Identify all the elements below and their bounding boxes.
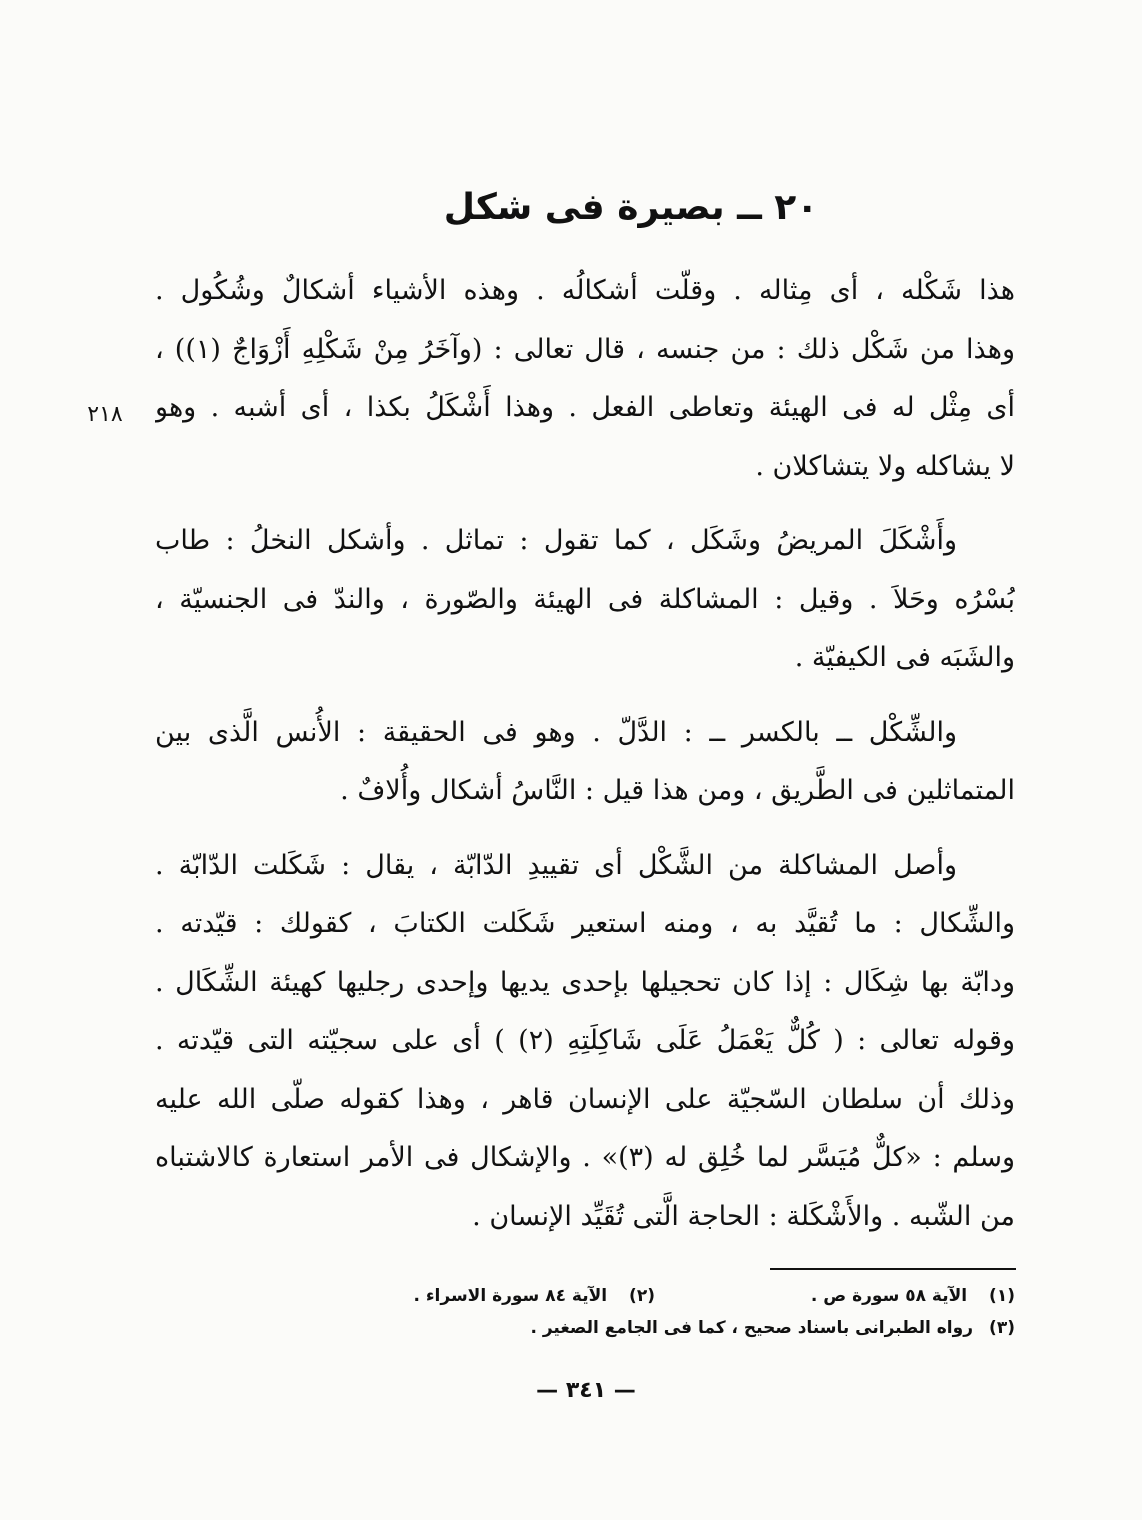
text-line: لا يشاكله ولا يتشاكلان . bbox=[755, 450, 1015, 482]
paragraph-4 bbox=[155, 837, 1015, 1247]
footnote-2 bbox=[295, 1280, 655, 1312]
paragraph-3 bbox=[155, 704, 1015, 821]
text-line: بُسْرُه وحَلاَ . وقيل : المشاكلة فى الهيئة والصّورة ، والندّ فى الجنسيّة ، bbox=[155, 583, 1015, 615]
text-line: من الشّبه . والأَشْكَلة : الحاجة الَّتى تُقَيِّد الإنسان . bbox=[472, 1200, 1015, 1232]
text-line: والشَبَه فى الكيفيّة . bbox=[794, 642, 1015, 673]
footnote-number: (٢) bbox=[629, 1286, 655, 1306]
footnote-text: رواه الطبرانى باسناد صحيح ، كما فى الجامع الصغير . bbox=[530, 1318, 973, 1338]
footnote-text: الآية ٨٤ سورة الاسراء . bbox=[413, 1286, 608, 1306]
text-line: المتماثلين فى الطَّريق ، ومن هذا قيل : النَّاسُ أشكال وأُلافٌ . bbox=[340, 775, 1015, 806]
paragraph-2 bbox=[155, 512, 1015, 688]
footnote-3 bbox=[270, 1312, 1015, 1344]
footnote-1 bbox=[655, 1280, 1015, 1312]
footnote-number: (١) bbox=[989, 1286, 1015, 1306]
body-text bbox=[155, 262, 1015, 1246]
footnote-row bbox=[270, 1280, 1015, 1312]
paragraph-1 bbox=[155, 262, 1015, 496]
footnote-text: الآية ٥٨ سورة ص . bbox=[810, 1286, 968, 1306]
page-number: — ٣٤١ — bbox=[536, 1378, 636, 1403]
text-line: هذا شَكْله ، أى مِثاله . وقلّت أشكالُه . وهذه الأشياء أشكالٌ وشُكُول . bbox=[155, 275, 1015, 306]
margin-page-reference: ٢١٨ bbox=[87, 402, 123, 427]
text-line: وأصل المشاكلة من الشَّكْل أى تقييدِ الدّابّة ، يقال : شَكَلت الدّابّة . bbox=[155, 849, 957, 881]
text-line: وسلم : «كلٌّ مُيَسَّر لما خُلِق له (٣)» . والإشكال فى الأمر استعارة كالاشتباه bbox=[155, 1142, 1015, 1173]
text-line: أى مِثْل له فى الهيئة وتعاطى الفعل . وهذا أَشْكَلُ بكذا ، أى أشبه . وهو bbox=[155, 392, 1015, 423]
text-line: ودابّة بها شِكَال : إذا كان تحجيلها بإحدى يديها وإحدى رجليها كهيئة الشِّكَال . bbox=[155, 966, 1015, 998]
text-line: والشِّكْل ــ بالكسر ــ : الدَّلّ . وهو فى الحقيقة : الأُنس الَّذى بين bbox=[155, 716, 957, 748]
footnote-divider bbox=[770, 1268, 1016, 1270]
text-line: وهذا من شَكْل ذلك : من جنسه ، قال تعالى : (وآخَرُ مِنْ شَكْلِهِ أَزْوَاجٌ (١)) ، bbox=[155, 333, 1015, 365]
text-line: وأَشْكَلَ المريضُ وشَكَل ، كما تقول : تماثل . وأشكل النخلُ : طاب bbox=[155, 525, 957, 556]
text-line: وذلك أن سلطان السّجيّة على الإنسان قاهر ، وهذا كقوله صلّى الله عليه bbox=[155, 1083, 1015, 1115]
text-line: والشِّكال : ما تُقيَّد به ، ومنه استعير شَكَلت الكتابَ ، كقولك : قيّدته . bbox=[155, 908, 1015, 939]
text-line: وقوله تعالى : ( كُلٌّ يَعْمَلُ عَلَى شَاكِلَتِهِ (٢) ) أى على سجيّته التى قيّدته . bbox=[155, 1025, 1015, 1056]
section-title: ٢٠ ــ بصيرة فى شكل bbox=[443, 187, 819, 228]
footnotes bbox=[270, 1280, 1015, 1344]
footnote-number: (٣) bbox=[989, 1318, 1015, 1338]
